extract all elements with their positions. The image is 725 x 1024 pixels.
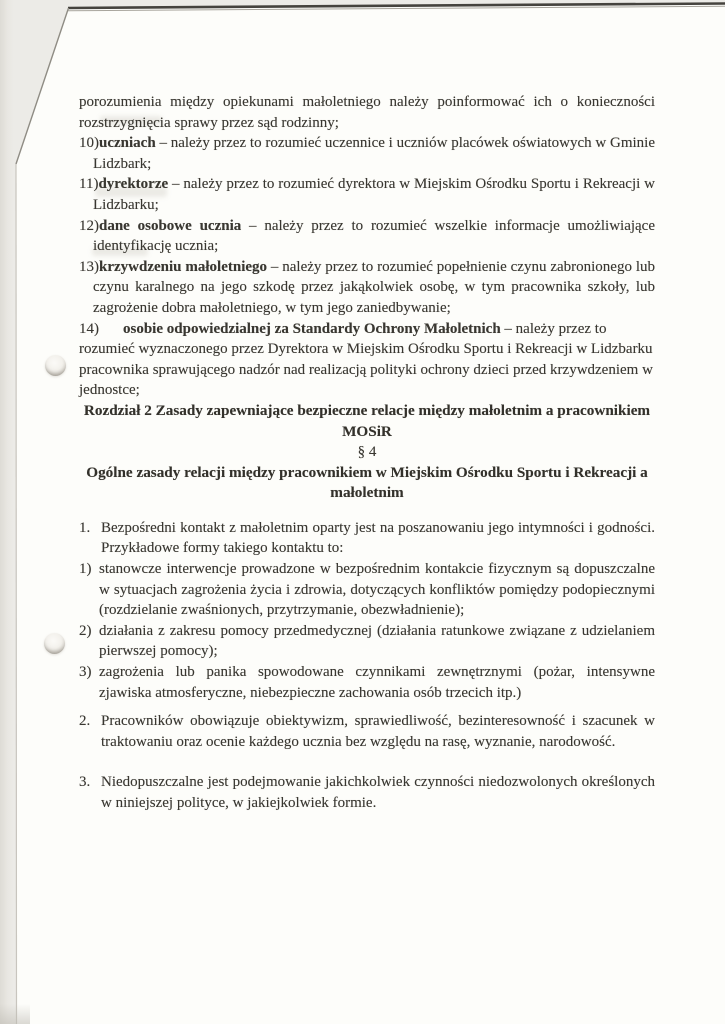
definition-11-term: dyrektorze	[98, 176, 169, 193]
rule-1-number: 1.	[79, 519, 91, 536]
definition-14-text: – należy przez to rozumieć wyznaczonego przez Dyrektora w Miejskim Ośrodku Sportu i Rekreacji w Lidzbarku pracownika sprawującego nadzór nad realizacją polityki ochrony dzieci przed krzywdzeniem w jednostce;	[79, 320, 653, 399]
rule-1-subitem-1	[79, 559, 655, 621]
rule-1-text: Bezpośredni kontakt z małoletnim oparty jest na poszanowaniu jego intymności i godności. Przykładowe formy takiego kontaktu to:	[101, 519, 655, 557]
definition-item-10	[79, 133, 655, 174]
section-symbol: § 4	[357, 444, 377, 461]
definition-14-number: 14)	[79, 320, 99, 337]
rule-1-subitem-2	[79, 621, 655, 662]
definition-13-term: krzywdzeniu małoletniego	[99, 258, 268, 275]
subitem-1-text: stanowcze interwencje prowadzone w bezpośrednim kontakcie fizycznym są dopuszczalne w sytuacjach zagrożenia życia i zdrowia, dotyczących konfliktów pomiędzy podopiecznymi (rozdzielanie zwaśnionych, przytrzymanie, obezwładnienie);	[99, 561, 655, 619]
rule-1-subitem-3	[79, 662, 655, 703]
definition-10-term: uczniach	[99, 135, 156, 152]
definition-10-number: 10)	[79, 135, 99, 152]
definition-item-12	[79, 216, 655, 257]
definition-item-13	[79, 257, 655, 319]
document-text-block	[79, 92, 655, 814]
definition-13-text: – należy przez to rozumieć popełnienie czynu zabronionego lub czynu karalnego na jego szkodę przez jakąkolwiek osobę, w tym pracownika szkoły, lub zagrożenie dobra małoletniego, w tym jego zaniedbywanie;	[93, 258, 655, 316]
definition-item-11	[79, 174, 655, 215]
chapter-heading: Rozdział 2 Zasady zapewniające bezpieczne relacje między małoletnim a pracownikiem MOSiR	[83, 401, 651, 440]
definition-13-number: 13)	[79, 258, 99, 275]
hole-punch-bottom	[44, 633, 65, 654]
rules-list	[79, 518, 655, 814]
rule-3-number: 3.	[79, 774, 91, 791]
rule-3-text: Niedopuszczalne jest podejmowanie jakichkolwiek czynności niedozwolonych określonych w niniejszej polityce, w jakiejkolwiek formie.	[101, 774, 655, 811]
subitem-2-text: działania z zakresu pomocy przedmedycznej (działania ratunkowe związane z udzielaniem pierwszej pomocy);	[99, 622, 655, 660]
scanner-corner-shadow	[0, 1004, 30, 1024]
subitem-3-text: zagrożenia lub panika spowodowane czynnikami zewnętrznymi (pożar, intensywne zjawiska atmosferyczne, niebezpieczne zachowania osób trzecich itp.)	[99, 664, 655, 701]
definition-14-term: osobie odpowiedzialnej za Standardy Ochrony Małoletnich	[123, 320, 501, 337]
subitem-3-number: 3)	[79, 664, 92, 681]
definition-12-text: – należy przez to rozumieć wszelkie informacje umożliwiające identyfikację ucznia;	[93, 217, 655, 255]
definition-12-term: dane osobowe ucznia	[99, 217, 242, 234]
rule-item-1	[79, 518, 655, 559]
section-heading: Ogólne zasady relacji między pracownikiem w Miejskim Ośrodku Sportu i Rekreacji a małoletnim	[86, 463, 648, 502]
rule-2-number: 2.	[79, 713, 91, 730]
subitem-2-number: 2)	[79, 622, 92, 639]
definition-11-text: – należy przez to rozumieć dyrektora w Miejskim Ośrodku Sportu i Rekreacji w Lidzbarku;	[93, 176, 655, 213]
rule-item-3	[79, 772, 655, 813]
paragraph-definition-9-continuation: porozumienia między opiekunami małoletniego należy poinformować ich o konieczności rozstrzygnięcia sprawy przez sąd rodzinny;	[79, 94, 655, 131]
definition-12-number: 12)	[79, 217, 99, 234]
rule-2-text: Pracowników obowiązuje obiektywizm, sprawiedliwość, bezinteresowność i szacunek w traktowaniu oraz ocenie każdego ucznia bez względu na rasę, wyznanie, narodowość.	[101, 713, 655, 750]
subitem-1-number: 1)	[79, 561, 92, 578]
definition-10-text: – należy przez to rozumieć uczennice i uczniów placówek oświatowych w Gminie Lidzbark;	[93, 135, 655, 172]
hole-punch-top	[45, 355, 66, 376]
rule-item-2	[79, 711, 655, 752]
definition-item-14	[79, 319, 655, 401]
definition-11-number: 11)	[79, 176, 99, 193]
